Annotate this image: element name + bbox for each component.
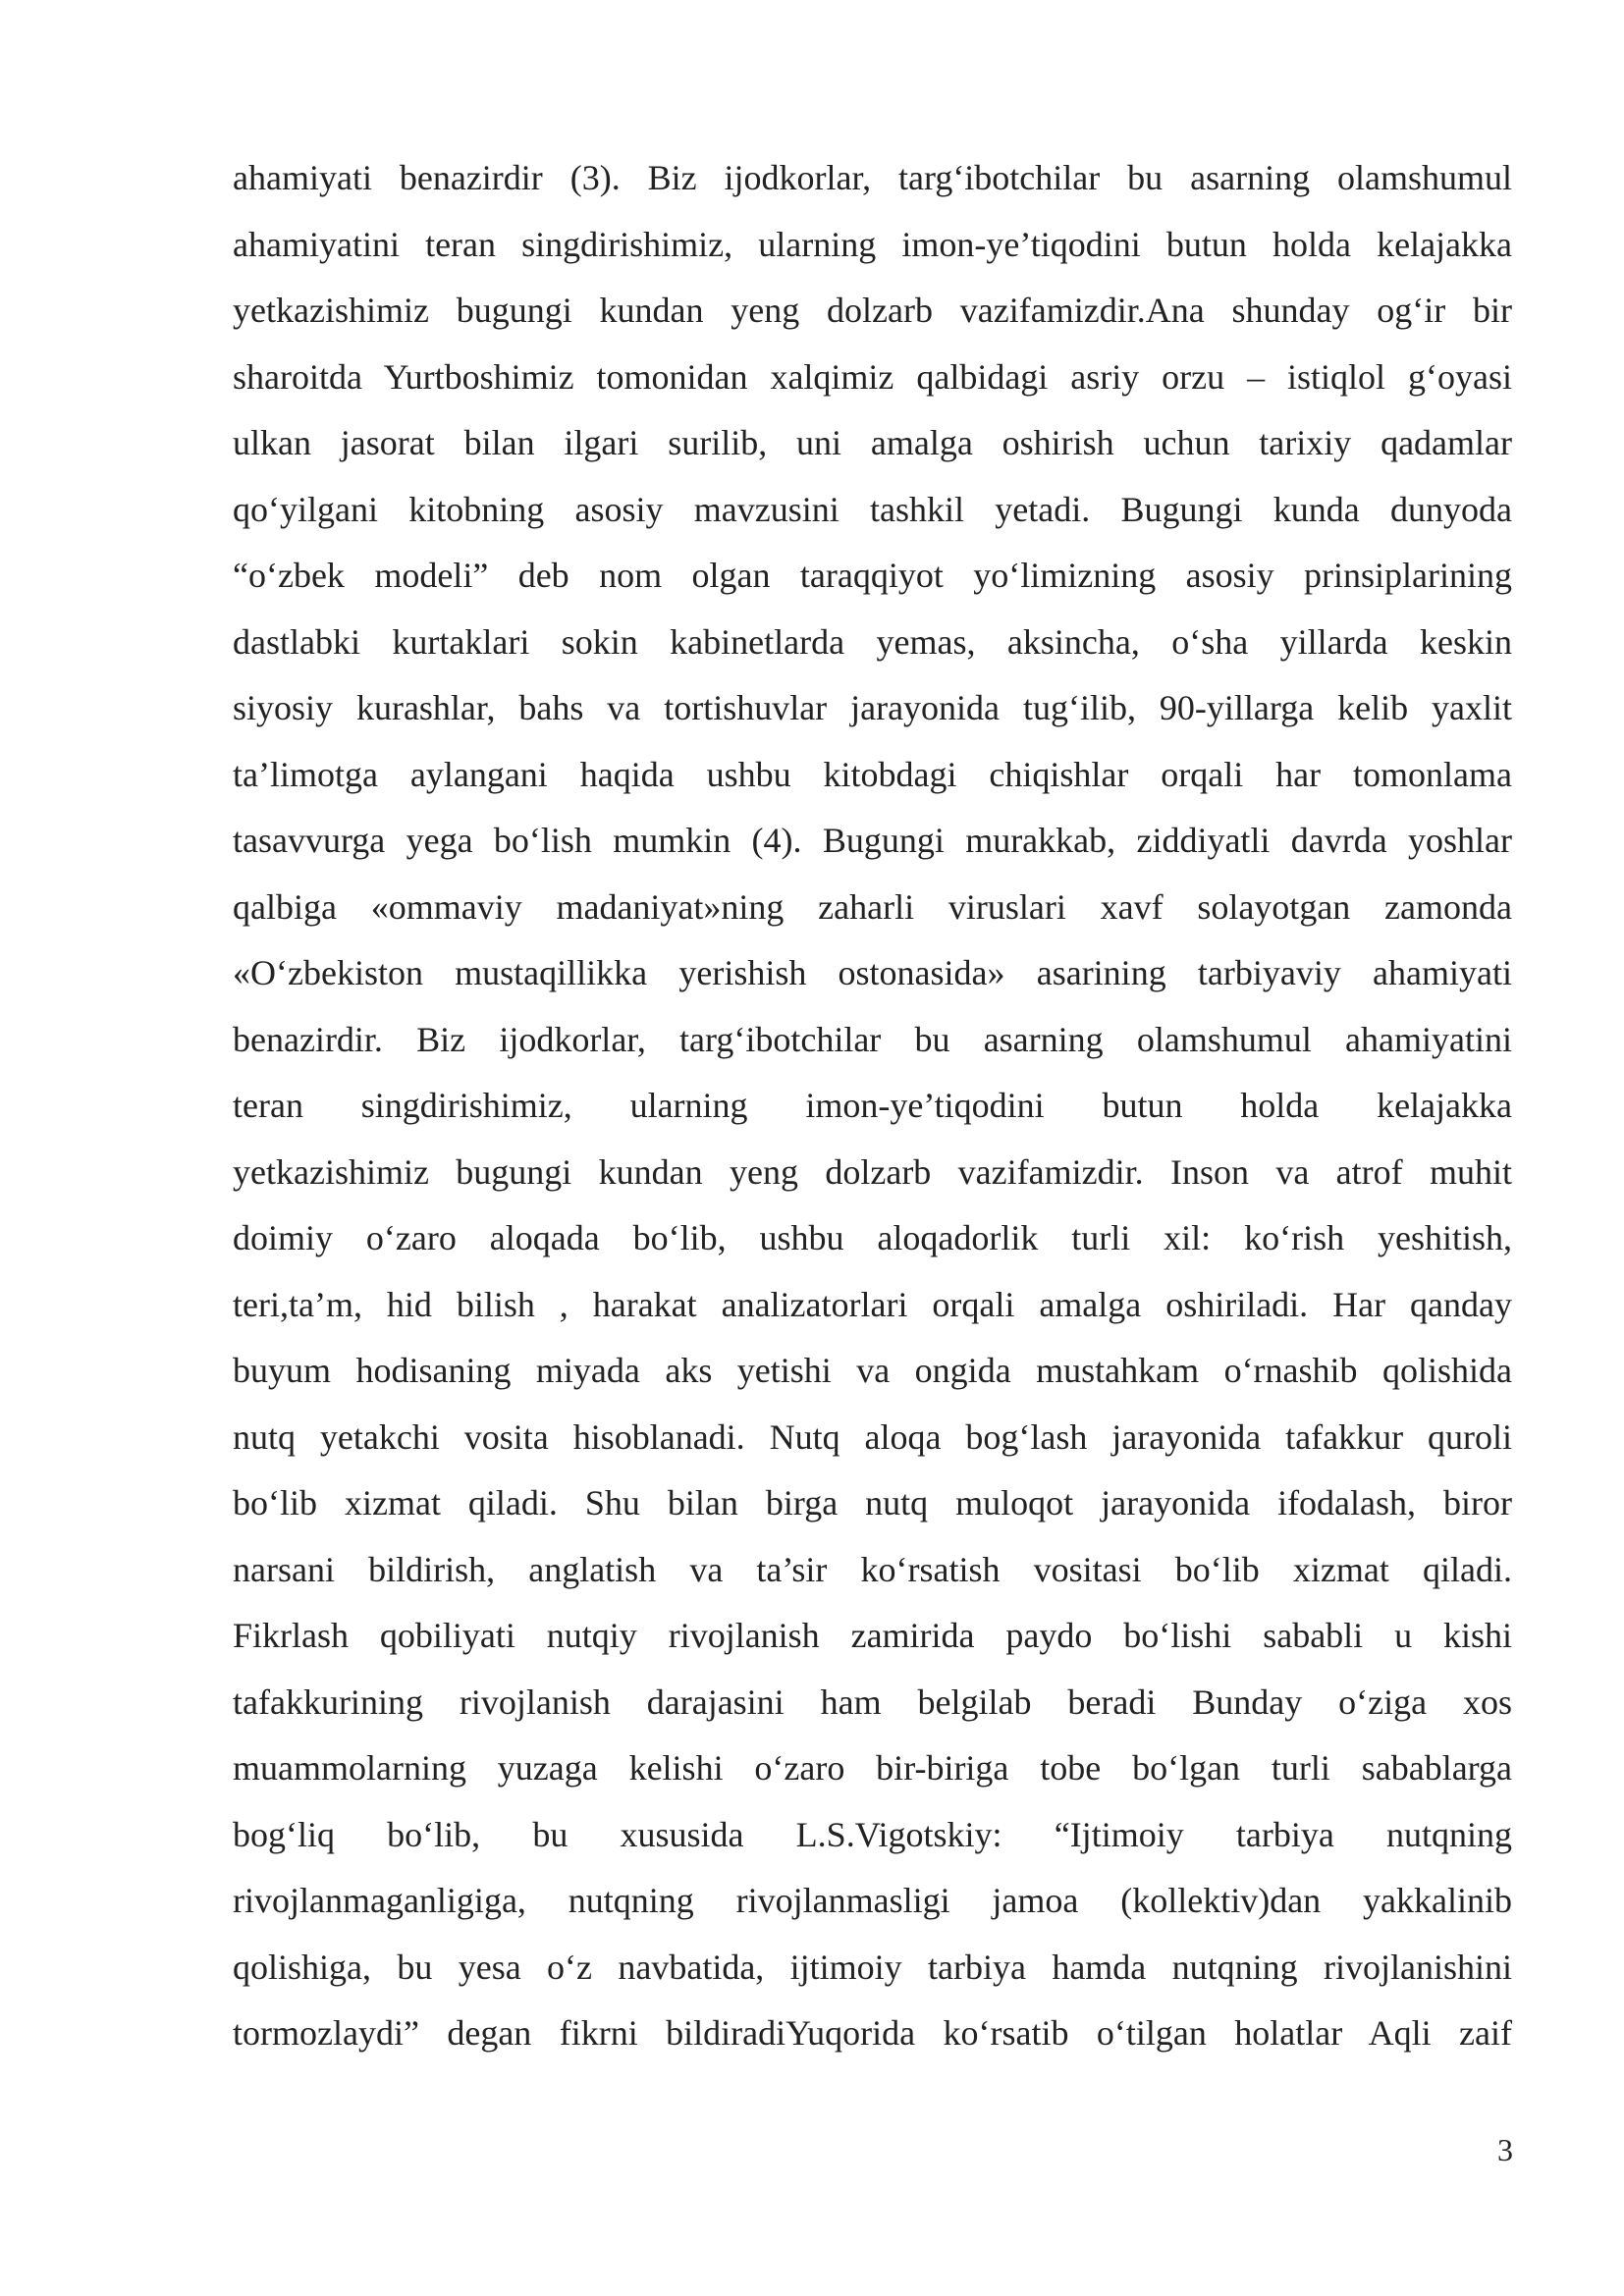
text-line: bo‘lib xizmat qiladi. Shu bilan birga nutq muloqot jarayonida ifodalash, biror bbox=[233, 1483, 1512, 1522]
text-line: sharoitda Yurtboshimiz tomonidan xalqimiz qalbidagi asriy orzu – istiqlol g‘oyasi bbox=[233, 356, 1512, 397]
text-line: narsani bildirish, anglatish va ta’sir ko‘rsatish vositasi bo‘lib xizmat qiladi. bbox=[233, 1549, 1512, 1589]
text-line: ahamiyati benazirdir (3). Biz ijodkorlar, targ‘ibotchilar bu asarning olamshumul bbox=[233, 158, 1512, 197]
text-line: yetkazishimiz bugungi kundan yeng dolzarb vazifamizdir.Ana shunday og‘ir bir bbox=[233, 291, 1512, 330]
text-line: tasavvurga yega bo‘lish mumkin (4). Bugungi murakkab, ziddiyatli davrda yoshlar bbox=[233, 821, 1512, 860]
text-line: teran singdirishimiz, ularning imon-ye’tiqodini butun holda kelajakka bbox=[233, 1086, 1512, 1125]
text-line: tormozlaydi” degan fikrni bildiradiYuqorida ko‘rsatib o‘tilgan holatlar Aqli zaif bbox=[233, 2013, 1512, 2053]
text-line: qo‘yilgani kitobning asosiy mavzusini tashkil yetadi. Bugungi kunda dunyoda bbox=[233, 489, 1512, 529]
text-line: buyum hodisaning miyada aks yetishi va ongida mustahkam o‘rnashib qolishida bbox=[233, 1351, 1512, 1390]
text-line: muammolarning yuzaga kelishi o‘zaro bir-biriga tobe bo‘lgan turli sabablarga bbox=[233, 1748, 1512, 1788]
text-line: «O‘zbekiston mustaqillikka yerishish ostonasida» asarining tarbiyaviy ahamiyati bbox=[233, 953, 1512, 992]
text-line: ahamiyatini teran singdirishimiz, ularning imon-ye’tiqodini butun holda kelajakka bbox=[233, 224, 1512, 264]
text-line: yetkazishimiz bugungi kundan yeng dolzarb vazifamizdir. Inson va atrof muhit bbox=[233, 1151, 1512, 1192]
text-line: nutq yetakchi vosita hisoblanadi. Nutq aloqa bog‘lash jarayonida tafakkur quroli bbox=[233, 1416, 1512, 1457]
text-line: tafakkurining rivojlanish darajasini ham belgilab beradi Bunday o‘ziga xos bbox=[233, 1682, 1512, 1722]
text-line: “o‘zbek modeli” deb nom olgan taraqqiyot yo‘limizning asosiy prinsiplarining bbox=[233, 556, 1512, 595]
text-line: teri,ta’m, hid bilish , harakat analizatorlari orqali amalga oshiriladi. Har qanday bbox=[233, 1284, 1512, 1324]
text-line: doimiy o‘zaro aloqada bo‘lib, ushbu aloqadorlik turli xil: ko‘rish yeshitish, bbox=[233, 1218, 1512, 1257]
body-paragraph bbox=[233, 145, 1512, 2067]
text-line: benazirdir. Biz ijodkorlar, targ‘ibotchilar bu asarning olamshumul ahamiyatini bbox=[233, 1019, 1512, 1059]
page-number: 3 bbox=[1497, 2132, 1513, 2167]
text-line: rivojlanmaganligiga, nutqning rivojlanmasligi jamoa (kollektiv)dan yakkalinib bbox=[233, 1881, 1512, 1920]
text-line: ta’limotga aylangani haqida ushbu kitobdagi chiqishlar orqali har tomonlama bbox=[233, 754, 1512, 794]
text-line: bog‘liq bo‘lib, bu xususida L.S.Vigotskiy: “Ijtimoiy tarbiya nutqning bbox=[233, 1814, 1512, 1854]
text-line: dastlabki kurtaklari sokin kabinetlarda yemas, aksincha, o‘sha yillarda keskin bbox=[233, 621, 1512, 662]
text-line: qolishiga, bu yesa o‘z navbatida, ijtimoiy tarbiya hamda nutqning rivojlanishini bbox=[233, 1947, 1512, 1987]
text-line: ulkan jasorat bilan ilgari surilib, uni amalga oshirish uchun tarixiy qadamlar bbox=[233, 423, 1512, 462]
text-line: qalbiga «ommaviy madaniyat»ning zaharli viruslari xavf solayotgan zamonda bbox=[233, 886, 1512, 927]
text-line: Fikrlash qobiliyati nutqiy rivojlanish zamirida paydo bo‘lishi sababli u kishi bbox=[233, 1616, 1512, 1655]
text-line: siyosiy kurashlar, bahs va tortishuvlar jarayonida tug‘ilib, 90-yillarga kelib yaxlit bbox=[233, 688, 1512, 727]
